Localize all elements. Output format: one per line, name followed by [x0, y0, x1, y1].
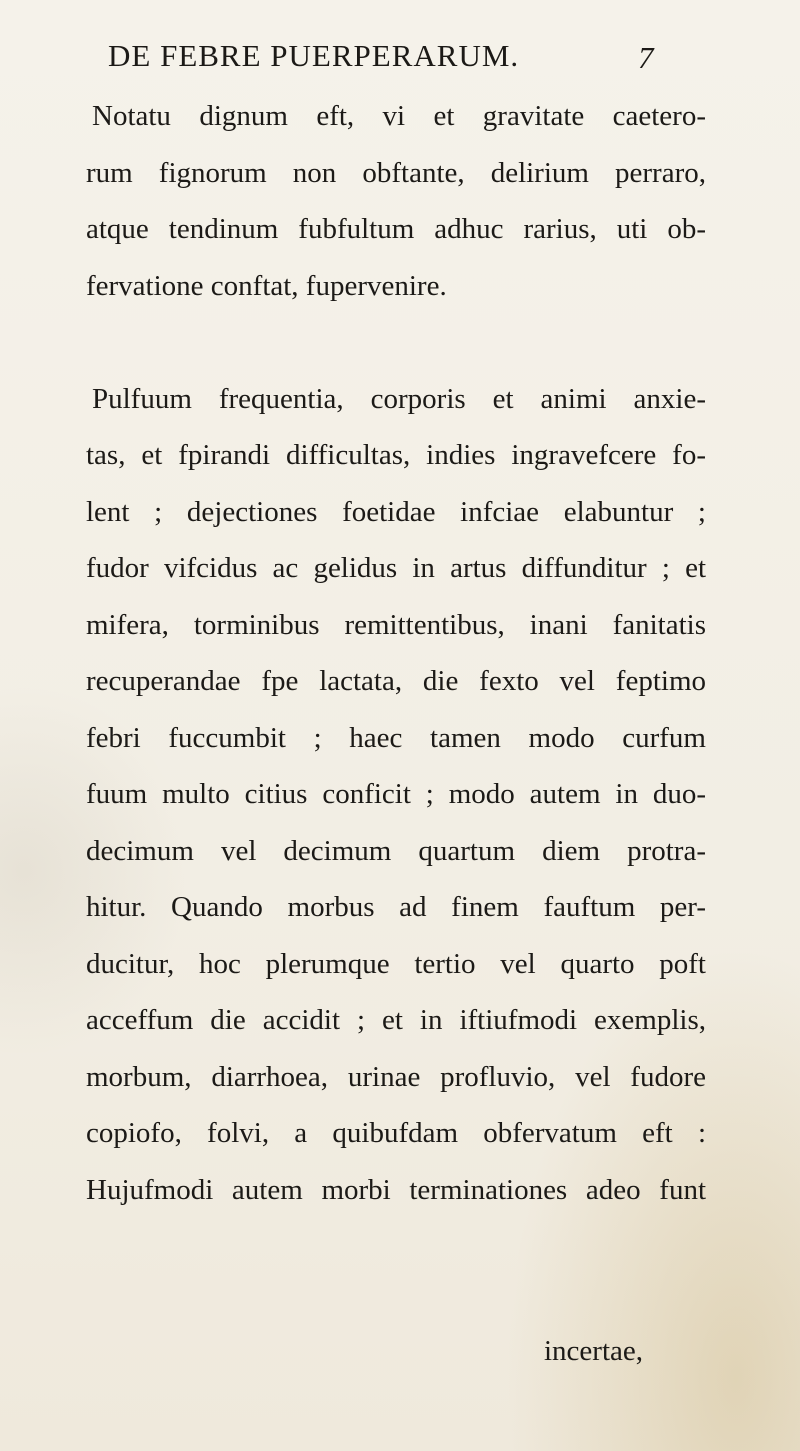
text-line: fuum multo citius conficit ; modo autem in duo-: [86, 778, 706, 810]
page-number: 7: [638, 40, 654, 75]
text-line: febri fuccumbit ; haec tamen modo curfum: [86, 721, 706, 754]
text-line: mifera, torminibus remittentibus, inani fanitatis: [86, 608, 706, 641]
running-head: DE FEBRE PUERPERARUM.: [108, 38, 520, 73]
text-line: decimum vel decimum quartum diem protra-: [86, 834, 706, 867]
text-line: copiofo, folvi, a quibufdam obfervatum eft :: [86, 1117, 706, 1149]
paragraph-1: [86, 88, 706, 314]
text-line: ducitur, hoc plerumque tertio vel quarto poft: [86, 947, 706, 980]
paragraph-gap: [86, 314, 706, 371]
paragraph-2: [86, 371, 706, 1219]
text-line: Hujufmodi autem morbi terminationes adeo funt: [86, 1173, 706, 1206]
text-line: morbum, diarrhoea, urinae profluvio, vel fudore: [86, 1060, 706, 1093]
text-line: tas, et fpirandi difficultas, indies ingravefcere fo-: [86, 439, 706, 471]
text-line: fudor vifcidus ac gelidus in artus diffunditur ; et: [86, 552, 706, 584]
text-line: atque tendinum fubfultum adhuc rarius, uti ob-: [86, 213, 706, 245]
text-line: acceffum die accidit ; et in iftiufmodi exemplis,: [86, 1004, 706, 1036]
body-text: [86, 88, 706, 1218]
text-line: fervatione conftat, fupervenire.: [86, 269, 447, 302]
catchword: incertae,: [544, 1335, 644, 1367]
text-line: Notatu dignum eft, vi et gravitate caetero-: [92, 100, 706, 132]
text-line: lent ; dejectiones foetidae infciae elabuntur ;: [86, 495, 706, 528]
text-line: rum fignorum non obftante, delirium perraro,: [86, 156, 706, 189]
text-line: Pulfuum frequentia, corporis et animi anxie-: [92, 382, 706, 415]
text-line: hitur. Quando morbus ad finem fauftum per-: [86, 891, 706, 923]
page-header: [108, 38, 668, 84]
text-line: recuperandae fpe lactata, die fexto vel feptimo: [86, 665, 706, 697]
